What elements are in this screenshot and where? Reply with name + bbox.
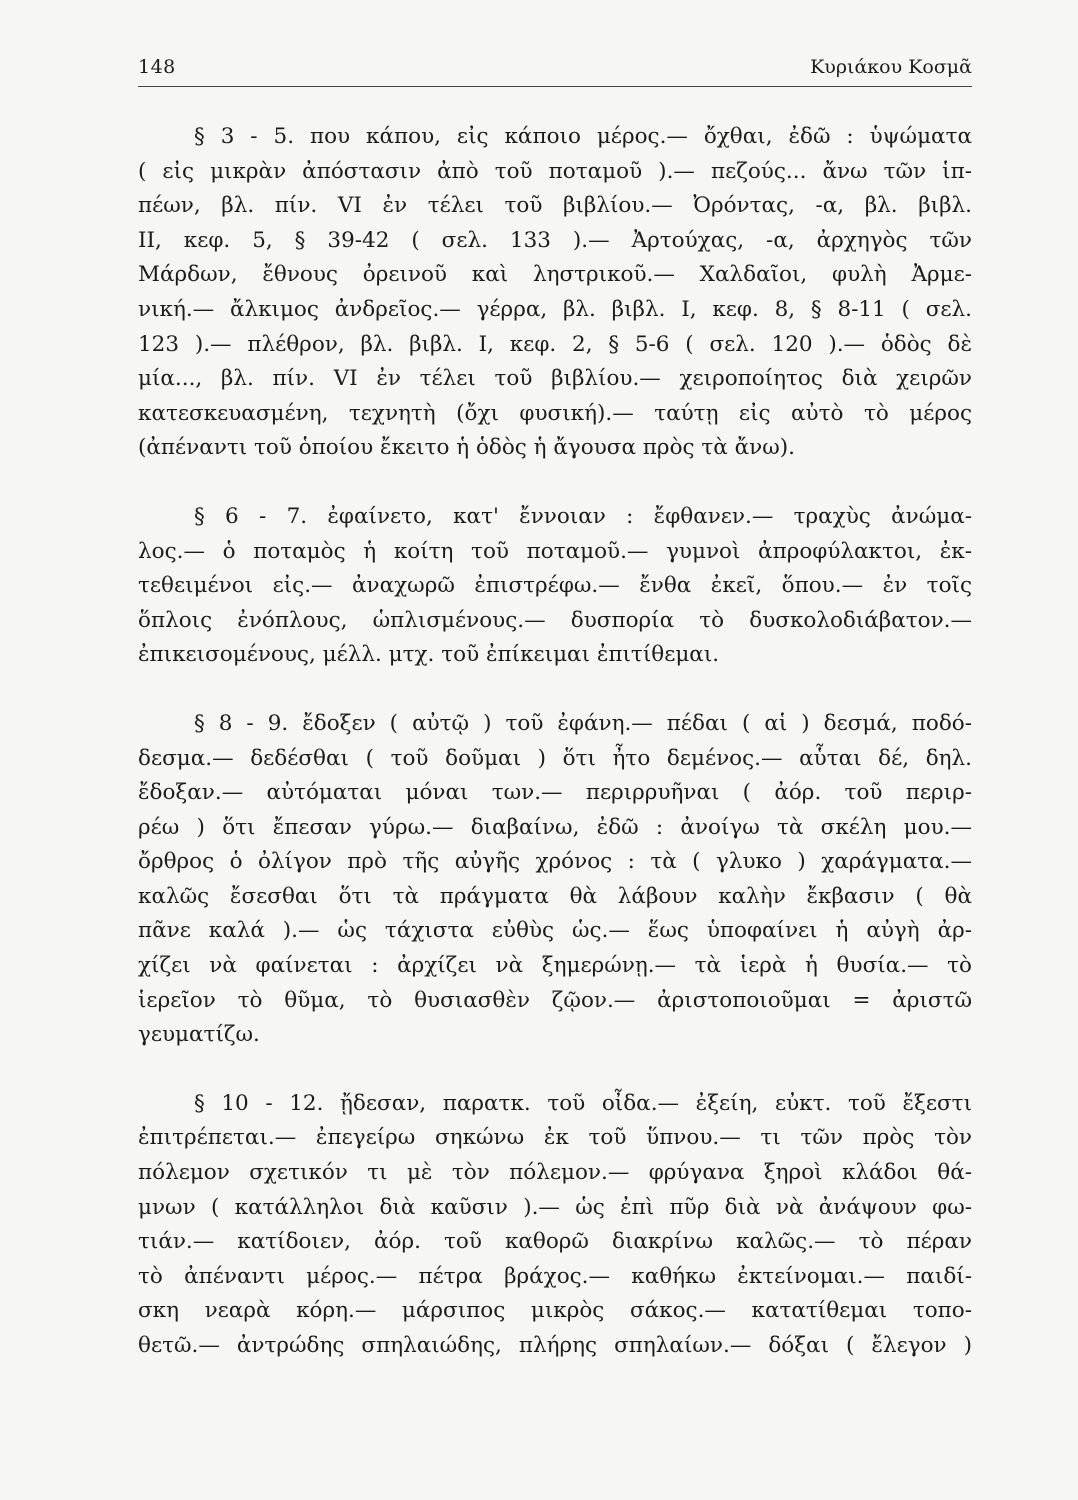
paragraph-gap [138,1053,972,1087]
text-line: τὸ ἀπέναντι μέρος.— πέτρα βράχος.— καθήκω ἐκτείνομαι.— παιδί- [138,1263,972,1289]
text-line: ( εἰς μικρὰν ἀπόστασιν ἀπὸ τοῦ ποταμοῦ ).— πεζούς... ἄνω τῶν ἱπ- [138,158,972,184]
paragraph-gap [138,673,972,707]
paragraph-gap [138,466,972,500]
text-line: πᾶνε καλά ).— ὡς τάχιστα εὐθὺς ὡς.— ἕως ὑποφαίνει ἡ αὐγὴ ἀρ- [138,918,972,944]
paragraph-section-8-9 [138,707,972,1053]
text-line: πέων, βλ. πίν. VI ἐν τέλει τοῦ βιβλίου.— Ὀρόντας, -α, βλ. βιβλ. [138,193,972,219]
text-line: νική.— ἄλκιμος ἀνδρεῖος.— γέρρα, βλ. βιβλ. I, κεφ. 8, § 8-11 ( σελ. [138,296,972,322]
running-head: Κυριάκου Κοσμᾶ [810,56,972,78]
text-line: ὅπλοις ἐνόπλους, ὡπλισμένους.— δυσπορία τὸ δυσκολοδιάβατον.— [138,607,972,633]
paragraph-section-3-5 [138,120,972,466]
text-line: χίζει νὰ φαίνεται : ἀρχίζει νὰ ξημερώνῃ.— τὰ ἱερὰ ἡ θυσία.— τὸ [138,953,972,979]
text-line: τεθειμένοι εἰς.— ἀναχωρῶ ἐπιστρέφω.— ἔνθα ἐκεῖ, ὅπου.— ἐν τοῖς [138,573,972,599]
text-line: γευματίζω. [138,1022,260,1048]
text-line: II, κεφ. 5, § 39-42 ( σελ. 133 ).— Ἀρτούχας, -α, ἀρχηγὸς τῶν [138,227,972,253]
text-line: καλῶς ἔσεσθαι ὅτι τὰ πράγματα θὰ λάβουν καλὴν ἔκβασιν ( θὰ [138,883,972,909]
text-line: μία..., βλ. πίν. VI ἐν τέλει τοῦ βιβλίου.— χειροποίητος διὰ χειρῶν [138,366,972,392]
text-line: ὄρθρος ὁ ὀλίγον πρὸ τῆς αὐγῆς χρόνος : τὰ ( γλυκο ) χαράγματα.— [138,849,972,875]
text-line: λος.— ὁ ποταμὸς ἡ κοίτη τοῦ ποταμοῦ.— γυμνοὶ ἀπροφύλακτοι, ἐκ- [138,538,972,564]
text-line: 123 ).— πλέθρον, βλ. βιβλ. I, κεφ. 2, § 5-6 ( σελ. 120 ).— ὁδὸς δὲ [138,331,972,357]
paragraph-section-10-12 [138,1087,972,1364]
text-line: σκη νεαρὰ κόρη.— μάρσιπος μικρὸς σάκος.— κατατίθεμαι τοπο- [138,1298,972,1324]
text-line: τιάν.— κατίδοιεν, ἀόρ. τοῦ καθορῶ διακρίνω καλῶς.— τὸ πέραν [138,1229,972,1255]
text-line: § 10 - 12. ᾔδεσαν, παρατκ. τοῦ οἶδα.— ἐξείη, εὐκτ. τοῦ ἔξεστι [194,1090,972,1116]
commentary-text [138,120,972,1364]
text-line: Μάρδων, ἔθνους ὀρεινοῦ καὶ ληστρικοῦ.— Χαλδαῖοι, φυλὴ Ἀρμε- [138,262,972,288]
text-line: ἐπικεισομένους, μέλλ. μτχ. τοῦ ἐπίκειμαι ἐπιτίθεμαι. [138,642,720,668]
page-header [138,56,972,87]
text-line: ρέω ) ὅτι ἔπεσαν γύρω.— διαβαίνω, ἐδῶ : ἀνοίγω τὰ σκέλη μου.— [138,814,972,840]
text-line: μνων ( κατάλληλοι διὰ καῦσιν ).— ὡς ἐπὶ πῦρ διὰ νὰ ἀνάψουν φω- [138,1194,972,1220]
text-line: δεσμα.— δεδέσθαι ( τοῦ δοῦμαι ) ὅτι ἦτο δεμένος.— αὗται δέ, δηλ. [138,745,972,771]
text-line: ἱερεῖον τὸ θῦμα, τὸ θυσιασθὲν ζῷον.— ἀριστοποιοῦμαι = ἀριστῶ [138,987,972,1013]
text-line: κατεσκευασμένη, τεχνητὴ (ὄχι φυσική).— ταύτῃ εἰς αὐτὸ τὸ μέρος [138,400,972,426]
text-line: § 8 - 9. ἔδοξεν ( αὐτῷ ) τοῦ ἐφάνη.— πέδαι ( αἱ ) δεσμά, ποδό- [194,710,972,736]
paragraph-section-6-7 [138,500,972,673]
text-line: (ἀπέναντι τοῦ ὁποίου ἔκειτο ἡ ὁδὸς ἡ ἄγουσα πρὸς τὰ ἄνω). [138,435,795,461]
text-line: πόλεμον σχετικόν τι μὲ τὸν πόλεμον.— φρύγανα ξηροὶ κλάδοι θά- [138,1160,972,1186]
text-line: θετῶ.— ἀντρώδης σπηλαιώδης, πλήρης σπηλαίων.— δόξαι ( ἔλεγον ) [138,1333,972,1358]
text-line: ἔδοξαν.— αὐτόμαται μόναι των.— περιρρυῆναι ( ἀόρ. τοῦ περιρ- [138,780,972,806]
text-line: § 6 - 7. ἐφαίνετο, κατ' ἔννοιαν : ἔφθανεν.— τραχὺς ἀνώμα- [194,503,972,529]
text-line: § 3 - 5. που κάπου, εἰς κάποιο μέρος.— ὄχθαι, ἐδῶ : ὑψώματα [194,124,972,149]
text-line: ἐπιτρέπεται.— ἐπεγείρω σηκώνω ἐκ τοῦ ὕπνου.— τι τῶν πρὸς τὸν [138,1125,972,1151]
page-number: 148 [138,56,176,78]
